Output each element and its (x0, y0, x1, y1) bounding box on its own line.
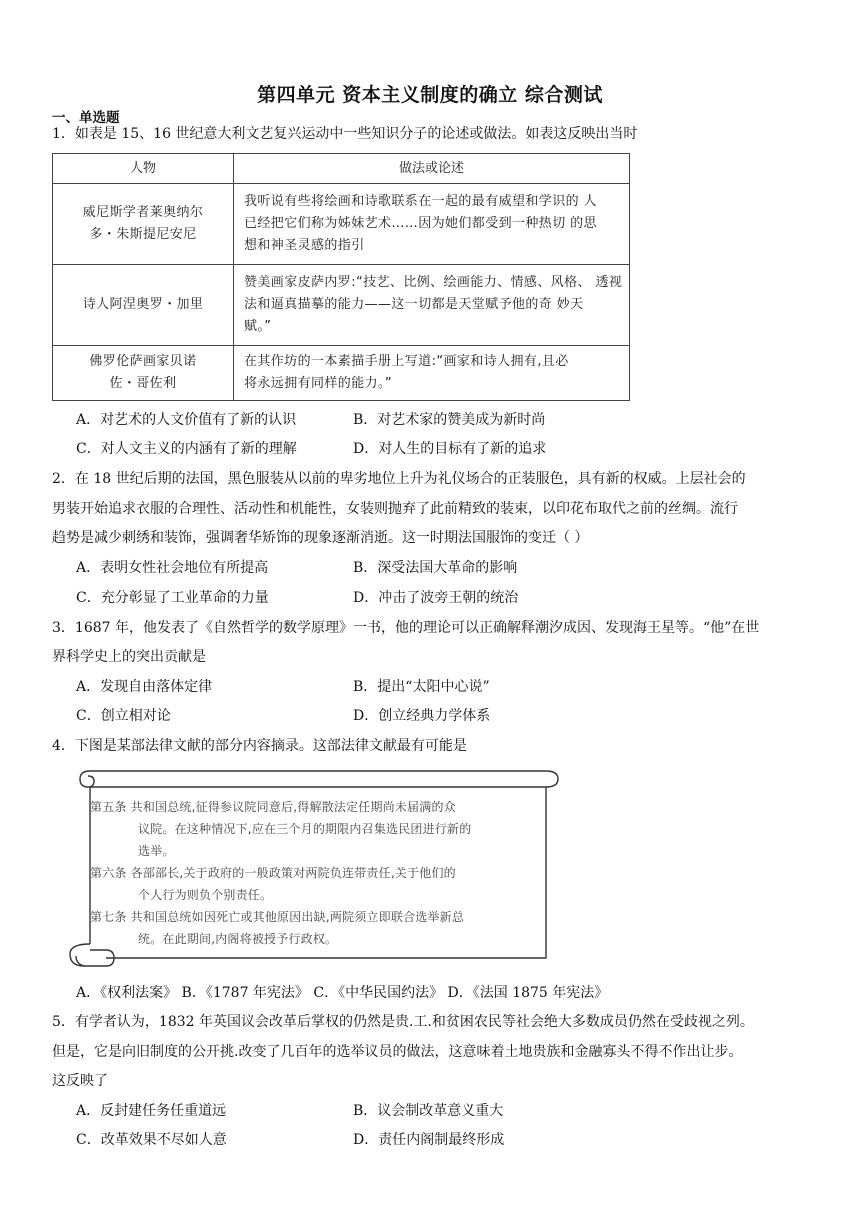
question-2-stem-line: 2．在 18 世纪后期的法国，黑色服装从以前的卑劣地位上升为礼仪场合的正装服色，具有新的权威。上层社会的 (52, 471, 746, 487)
question-2-stem-line: 男装开始追求衣服的合理性、活动性和机能性，女装则抛弃了此前精致的装束，以印花布取代之前的丝绸。流行 (52, 501, 738, 517)
table-cell-text: 在其作坊的一本素描手册上写道:“画家和诗人拥有,且必 (244, 354, 569, 369)
table-cell-text: 赋。” (244, 319, 272, 334)
question-1-option-a[interactable]: A．对艺术的人文价值有了新的认识 (76, 412, 297, 428)
question-3-option-a[interactable]: A．发现自由落体定律 (76, 679, 213, 695)
question-5-stem-line: 这反映了 (52, 1073, 108, 1089)
question-4-options[interactable]: A．《权利法案》 B．《1787 年宪法》 C．《中华民国约法》 D．《法国 1875 年宪法》 (76, 985, 609, 1001)
scroll-line: 统。在此期间,内阁将被授予行政权。 (138, 932, 338, 946)
table-cell-person: 威尼斯学者莱奥纳尔 (82, 205, 204, 220)
question-1-option-d[interactable]: D．对人生的目标有了新的追求 (353, 441, 547, 457)
question-3-stem-line: 界科学史上的突出贡献是 (52, 649, 206, 665)
question-2-option-a[interactable]: A．表明女性社会地位有所提高 (76, 560, 269, 576)
table-cell-person: 佛罗伦萨画家贝诺 (89, 354, 197, 369)
table-cell-text: 赞美画家皮萨内罗:“技艺、比例、绘画能力、情感、风格、 透视 (244, 275, 623, 290)
question-1-option-c[interactable]: C．对人文主义的内涵有了新的理解 (76, 441, 297, 457)
question-1-table (52, 153, 630, 401)
table-cell-text: 将永远拥有同样的能力。” (244, 376, 393, 391)
table-row (53, 265, 630, 346)
table-cell-text: 已经把它们称为姊妹艺术……因为她们都受到一种热切 的思 (244, 216, 597, 231)
scroll-text (90, 796, 550, 950)
scroll-line: 第五条 共和国总统,征得参议院同意后,得解散法定任期尚未届满的众 (90, 800, 456, 814)
question-3-option-b[interactable]: B．提出“太阳中心说” (353, 679, 490, 695)
question-3-option-d[interactable]: D．创立经典力学体系 (353, 708, 491, 724)
question-5-option-a[interactable]: A．反封建任务任重道远 (76, 1103, 227, 1119)
table-row (53, 184, 630, 265)
scroll-line: 第七条 共和国总统如因死亡或其他原因出缺,两院须立即联合选举新总 (90, 910, 465, 924)
question-2-option-d[interactable]: D．冲击了波旁王朝的统治 (353, 590, 519, 606)
scroll-line: 第六条 各部部长,关于政府的一般政策对两院负连带责任,关于他们的 (90, 866, 456, 880)
question-2-option-b[interactable]: B．深受法国大革命的影响 (353, 560, 518, 576)
question-4-stem: 4．下图是某部法律文献的部分内容摘录。这部法律文献最有可能是 (52, 738, 467, 754)
question-5-stem-line: 但是，它是向旧制度的公开挑.改变了几百年的选举议员的做法，这意味着土地贵族和金融寡头不得不作出让步。 (52, 1044, 743, 1060)
table-cell-text: 想和神圣灵感的指引 (244, 238, 365, 253)
question-5-stem-line: 5．有学者认为，1832 年英国议会改革后掌权的仍然是贵.工.和贫困农民等社会绝大多数成员仍然在受歧视之列。 (52, 1014, 754, 1030)
scroll-line: 个人行为则负个别责任。 (138, 888, 273, 902)
legal-document-scroll (66, 768, 562, 970)
question-3-stem-line: 3．1687 年，他发表了《自然哲学的数学原理》一书，他的理论可以正确解释潮汐成因、发现海王星等。“他”在世 (52, 620, 760, 636)
question-5-option-d[interactable]: D．责任内阁制最终形成 (353, 1132, 505, 1148)
table-cell-text: 我听说有些将绘画和诗歌联系在一起的最有威望和学识的 人 (244, 194, 597, 209)
section-heading: 一、单选题 (52, 110, 120, 126)
question-2-stem-line: 趋势是减少刺绣和装饰，强调奢华矫饰的现象逐渐消逝。这一时期法国服饰的变迁（ ） (52, 530, 589, 546)
question-1-stem: 1．如表是 15、16 世纪意大利文艺复兴运动中一些知识分子的论述或做法。如表这反映出当时 (52, 126, 638, 142)
table-header-person: 人物 (53, 154, 234, 184)
table-cell-person: 多・朱斯提尼安尼 (89, 227, 197, 242)
table-row (53, 346, 630, 401)
page-title: 第四单元 资本主义制度的确立 综合测试 (257, 84, 603, 106)
question-3-option-c[interactable]: C．创立相对论 (76, 708, 171, 724)
question-1-option-b[interactable]: B．对艺术家的赞美成为新时尚 (353, 412, 546, 428)
table-cell-person: 佐・哥佐利 (109, 376, 177, 391)
scroll-line: 议院。在这种情况下,应在三个月的期限内召集选民团进行新的 (138, 822, 472, 836)
question-2-option-c[interactable]: C．充分彰显了工业革命的力量 (76, 590, 269, 606)
table-cell-person: 诗人阿涅奥罗・加里 (82, 297, 204, 312)
scroll-line: 选举。 (138, 844, 175, 858)
question-5-option-b[interactable]: B．议会制改革意义重大 (353, 1103, 504, 1119)
question-5-option-c[interactable]: C．改革效果不尽如人意 (76, 1132, 227, 1148)
table-header-text: 做法或论述 (234, 154, 630, 184)
table-cell-text: 法和逼真描摹的能力——这一切都是天堂赋予他的奇 妙天 (244, 297, 584, 312)
